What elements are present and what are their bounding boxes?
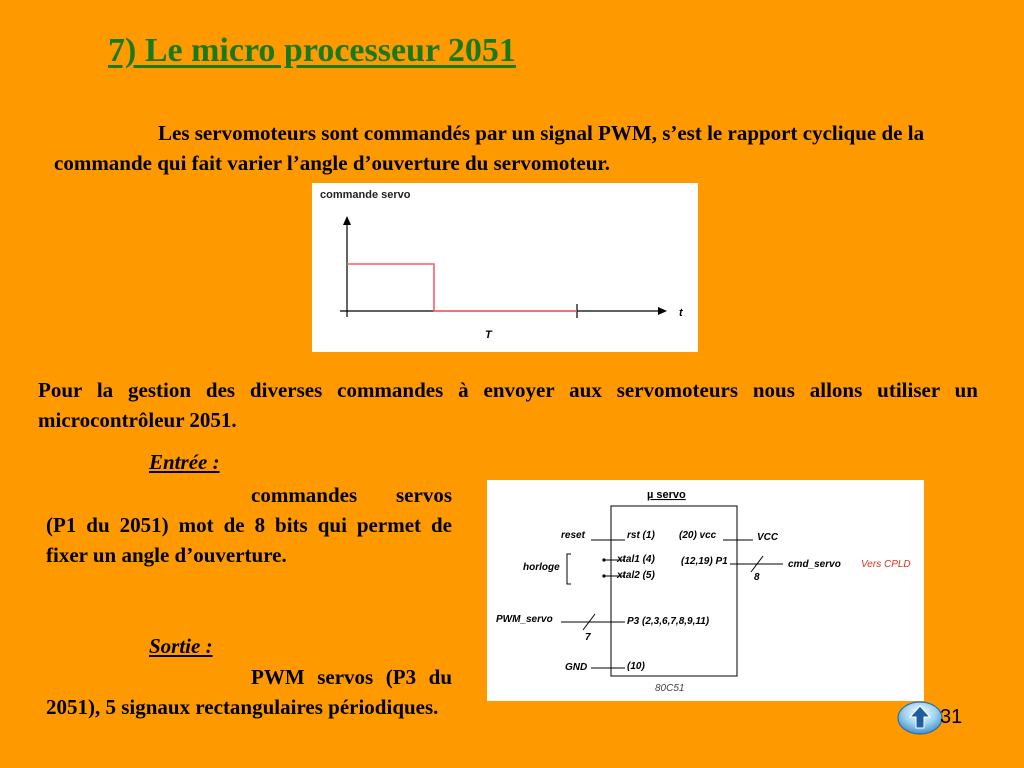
xtal1-dot bbox=[602, 558, 605, 561]
sortie-text: du 2051), 5 signaux rectangulaires périodiques. bbox=[46, 665, 452, 719]
sortie-label: Sortie : bbox=[149, 634, 213, 658]
home-button[interactable] bbox=[896, 700, 944, 741]
page-number: 31 bbox=[940, 706, 963, 728]
reset-label: reset bbox=[561, 530, 585, 541]
horloge-bracket bbox=[567, 554, 571, 584]
pwm-servo-label: PWM_servo bbox=[496, 614, 553, 625]
period-label: T bbox=[485, 329, 492, 341]
slide-title: 7) Le micro processeur 2051 bbox=[108, 32, 516, 69]
p1-pin-label: (12,19) P1 bbox=[681, 556, 728, 567]
xtal2-pin-label: xtal2 (5) bbox=[617, 570, 655, 581]
x-axis-arrow-icon bbox=[658, 307, 667, 315]
p3-pin-label: P3 (2,3,6,7,8,9,11) bbox=[627, 616, 710, 627]
p3-bus-width: 7 bbox=[585, 632, 591, 643]
entree-lead: commandes bbox=[251, 483, 358, 507]
entree-text: servos (P1 du 2051) mot de 8 bits qui permet de fixer un angle d’ouverture. bbox=[46, 483, 452, 567]
sortie-lead: PWM servos (P3 bbox=[251, 665, 417, 689]
vers-cpld-note: Vers CPLD bbox=[861, 559, 911, 570]
gestion-paragraph: Pour la gestion des diverses commandes à envoyer aux servomoteurs nous allons utiliser un microcontrôleur 2051. bbox=[38, 378, 978, 432]
horloge-label: horloge bbox=[523, 562, 560, 573]
chip-title: µ servo bbox=[647, 489, 686, 501]
y-axis-arrow-icon bbox=[343, 216, 351, 225]
pwm-pulse bbox=[347, 264, 577, 311]
entree-description bbox=[46, 480, 452, 570]
gnd-pin-label: (10) bbox=[627, 661, 645, 672]
xtal2-dot bbox=[602, 574, 605, 577]
up-arrow-icon bbox=[896, 700, 944, 736]
cmd-servo-label: cmd_servo bbox=[788, 559, 841, 570]
pwm-signal-figure bbox=[312, 183, 698, 352]
x-axis-label: t bbox=[679, 307, 683, 319]
p1-bus-width: 8 bbox=[754, 572, 760, 583]
vcc-pin-label: (20) vcc bbox=[679, 530, 717, 541]
chip-name: 80C51 bbox=[655, 683, 685, 694]
rst-pin-label: rst (1) bbox=[627, 530, 655, 541]
entree-label: Entrée : bbox=[149, 450, 220, 474]
intro-paragraph: Les servomoteurs sont commandés par un signal PWM, s’est le rapport cyclique de la commande qui fait varier l’angle d’ouverture du servomoteur. bbox=[54, 121, 925, 175]
chip-diagram bbox=[487, 480, 924, 701]
xtal1-pin-label: xtal1 (4) bbox=[617, 554, 655, 565]
vcc-label: VCC bbox=[757, 532, 779, 543]
gnd-label: GND bbox=[565, 662, 588, 673]
sortie-description bbox=[46, 662, 452, 722]
pwm-figure-caption: commande servo bbox=[320, 189, 411, 201]
